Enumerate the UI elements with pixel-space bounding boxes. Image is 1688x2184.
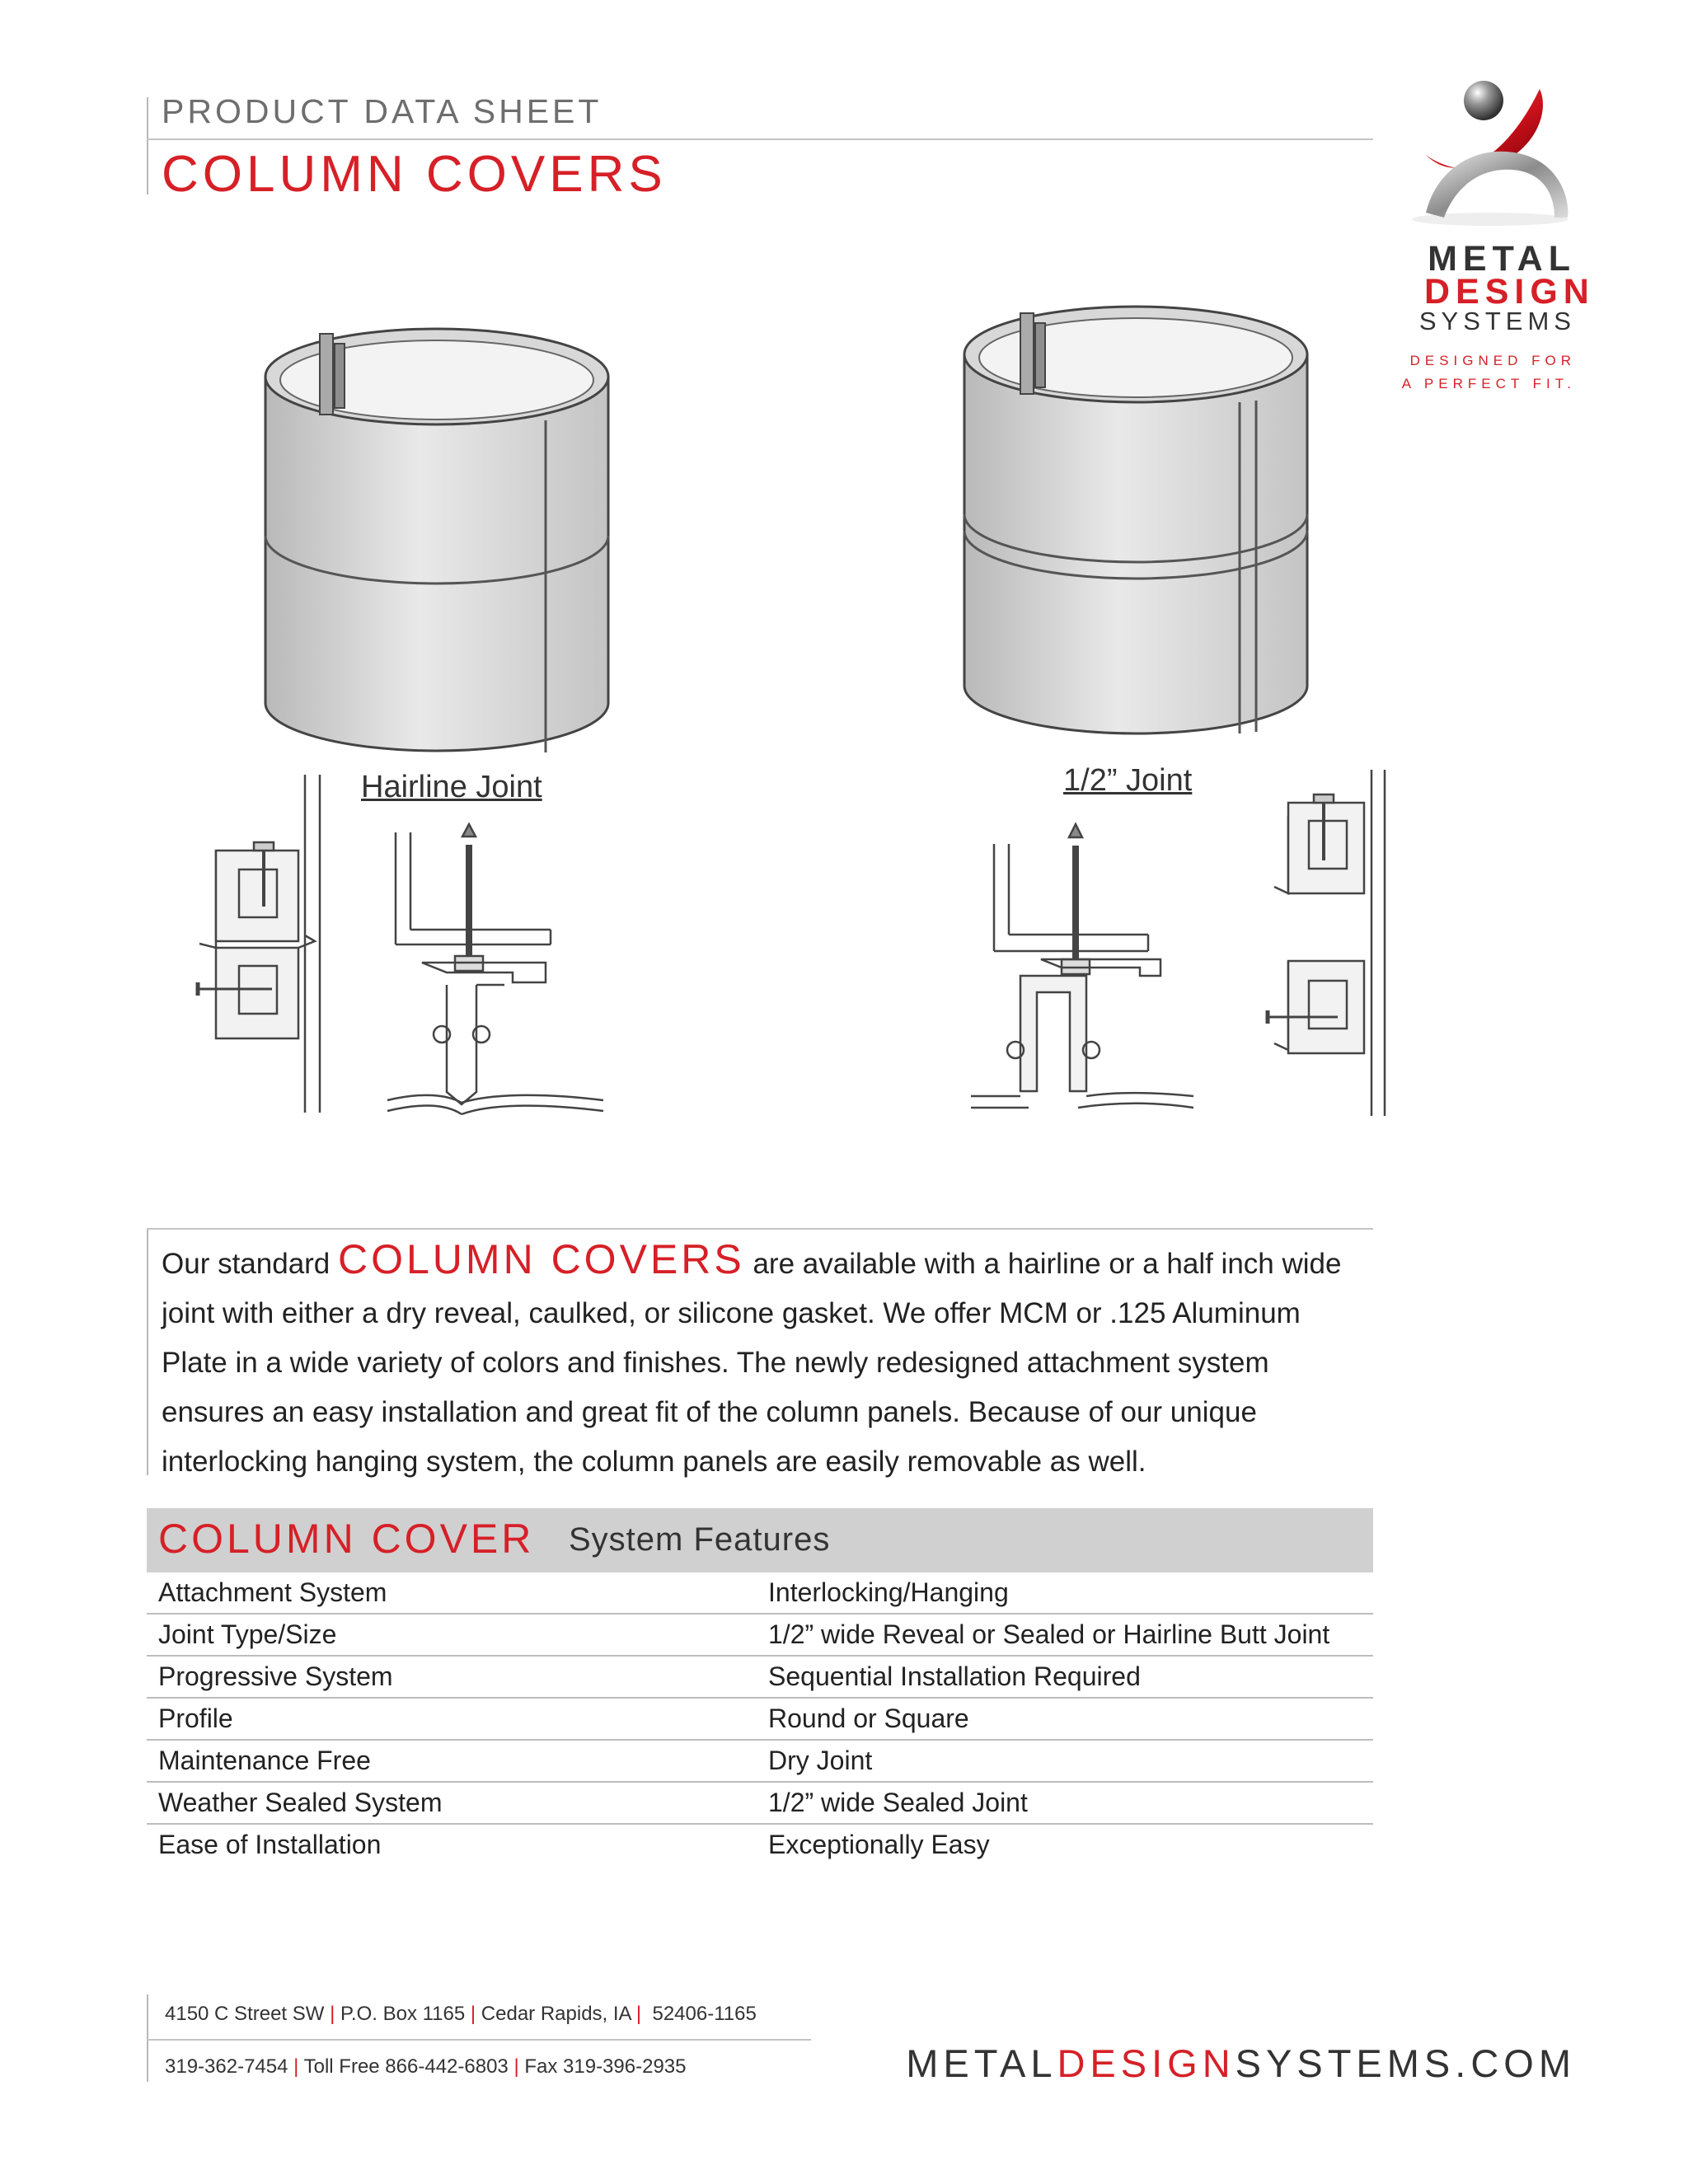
- table-row: [147, 1782, 1373, 1824]
- footer-rule-horizontal: [147, 2039, 811, 2041]
- feature-value: Sequential Installation Required: [757, 1656, 1373, 1698]
- url-part-systems: SYSTEMS.COM: [1235, 2041, 1576, 2085]
- feature-name: Maintenance Free: [147, 1740, 757, 1782]
- footer-address: [165, 2003, 757, 2026]
- feature-value: Dry Joint: [757, 1740, 1373, 1782]
- table-row: [147, 1824, 1373, 1865]
- logo-word-design: DESIGN: [1424, 272, 1595, 312]
- features-table: [147, 1572, 1373, 1865]
- intro-body: are available with a hairline or a half inch wide joint with either a dry reveal, caulked, or silicone gasket. We offer MCM or .125 Aluminum Plate in a wide variety of colors and finishes. The newly redesigned attachment system ensures an easy installation and great fit of the column panels. Because of our unique interlocking hanging system, the column panels are easily removable as well.: [162, 1248, 1342, 1478]
- footer-phones: [165, 2055, 686, 2079]
- table-row: [147, 1572, 1373, 1614]
- intro-paragraph: [162, 1235, 1373, 1487]
- half-inch-column-render: [954, 298, 1317, 739]
- feature-value: 1/2” wide Reveal or Sealed or Hairline Butt Joint: [757, 1614, 1373, 1656]
- address-street: 4150 C Street SW: [165, 2003, 325, 2025]
- header-rule-horizontal: [147, 138, 1373, 140]
- separator: |: [330, 2003, 335, 2025]
- features-title-highlight: COLUMN COVER: [158, 1516, 535, 1562]
- table-row: [147, 1614, 1373, 1656]
- address-zip: 52406-1165: [652, 2003, 757, 2025]
- separator: |: [635, 2003, 642, 2025]
- half-inch-joint-detail-drawing: [963, 770, 1400, 1116]
- feature-name: Joint Type/Size: [147, 1614, 757, 1656]
- table-row: [147, 1698, 1373, 1740]
- hairline-column-render: [256, 326, 618, 766]
- table-row: [147, 1740, 1373, 1782]
- company-logo-icon: [1393, 64, 1587, 229]
- feature-value: Interlocking/Hanging: [757, 1572, 1373, 1614]
- intro-lead: Our standard: [162, 1248, 338, 1280]
- feature-name: Weather Sealed System: [147, 1782, 757, 1824]
- logo-word-systems: SYSTEMS: [1418, 307, 1576, 335]
- table-row: [147, 1656, 1373, 1698]
- logo-word-metal: METAL: [1428, 239, 1576, 279]
- hairline-joint-caption: Hairline Joint: [361, 770, 542, 804]
- feature-name: Attachment System: [147, 1572, 757, 1614]
- feature-value: 1/2” wide Sealed Joint: [757, 1782, 1373, 1824]
- phone-main: 319-362-7454: [165, 2055, 288, 2078]
- half-inch-joint-caption: 1/2” Joint: [1063, 763, 1193, 798]
- feature-value: Exceptionally Easy: [768, 1830, 990, 1859]
- url-part-metal: METAL: [906, 2041, 1057, 2085]
- logo-tagline-line2: A PERFECT FIT.: [1401, 376, 1576, 391]
- feature-value: Round or Square: [757, 1698, 1373, 1740]
- document-title: COLUMN COVERS: [162, 146, 667, 203]
- address-city: Cedar Rapids, IA: [481, 2003, 631, 2025]
- features-title-rest: System Features: [569, 1521, 831, 1558]
- phone-fax: Fax 319-396-2935: [524, 2055, 687, 2078]
- intro-rule-vertical: [147, 1228, 148, 1475]
- url-part-design: DESIGN: [1057, 2041, 1236, 2085]
- address-po-box: P.O. Box 1165: [340, 2003, 466, 2025]
- website-link[interactable]: [884, 2041, 1576, 2086]
- feature-name: Profile: [147, 1698, 757, 1740]
- separator: |: [293, 2055, 299, 2078]
- separator: |: [470, 2003, 476, 2025]
- separator: |: [513, 2055, 519, 2078]
- feature-name: Ease of Installation: [158, 1830, 382, 1859]
- feature-name: Progressive System: [147, 1656, 757, 1698]
- intro-highlight: COLUMN COVERS: [338, 1236, 745, 1282]
- document-subtitle: PRODUCT DATA SHEET: [162, 92, 603, 130]
- footer-rule-vertical: [147, 1994, 148, 2082]
- logo-tagline-line1: DESIGNED FOR: [1409, 353, 1576, 368]
- hairline-joint-detail-drawing: [175, 775, 636, 1121]
- phone-toll-free: Toll Free 866-442-6803: [303, 2055, 509, 2078]
- intro-rule-horizontal: [147, 1228, 1373, 1230]
- header-rule-vertical: [147, 97, 148, 194]
